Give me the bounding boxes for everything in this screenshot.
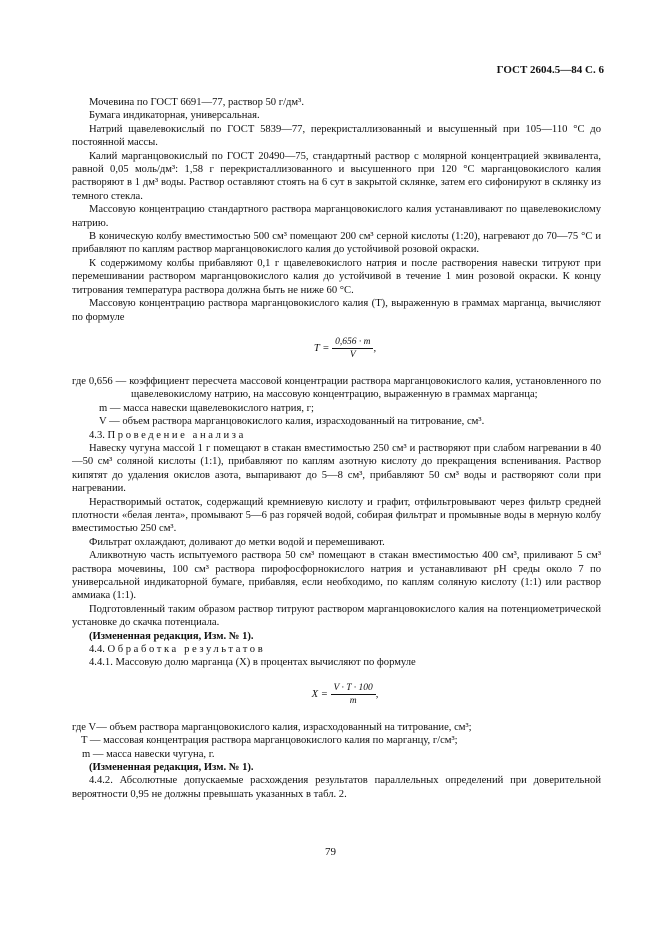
- text-urea: Мочевина по ГОСТ 6691—77, раствор 50 г/дм³.: [89, 97, 304, 108]
- paragraph: [72, 603, 601, 630]
- formula-lhs: T =: [313, 342, 330, 354]
- where-clause: [81, 734, 601, 747]
- text-mass-concentration: Массовую концентрацию стандартного раствора марганцовокислого калия устанавливают по щавелевокислому натрию.: [72, 204, 601, 229]
- formula-fraction: [332, 336, 373, 361]
- text-sodium-oxalate: Натрий щавелевокислый по ГОСТ 5839—77, перекристаллизованный и высушенный при 105—110 °С до постоянной массы.: [72, 123, 601, 149]
- paragraph: [72, 123, 601, 150]
- section-heading: [89, 429, 601, 442]
- formula-tail: ,: [375, 688, 379, 700]
- document-body: [72, 96, 601, 801]
- formula-numerator: V · T · 100: [331, 682, 376, 695]
- text-mass-fraction: 4.4.1. Массовую долю марганца (X) в процентах вычисляют по формуле: [89, 657, 416, 669]
- where-mass: m — масса навески щавелевокислого натрия, г;: [99, 402, 314, 414]
- paragraph: [89, 109, 601, 122]
- where-concentration: T — массовая концентрация раствора марганцовокислого калия по марганцу, г/см³;: [81, 735, 458, 747]
- where-clause: [72, 721, 601, 734]
- section-number: 4.4.: [89, 644, 105, 656]
- paragraph: [72, 774, 601, 801]
- where-volume: V — объем раствора марганцовокислого калия, израсходованный на титрование, см³.: [99, 416, 485, 428]
- text-aliquot: Аликвотную часть испытуемого раствора 50 см³ помещают в стакан вместимостью 400 см³, приливают 5 см³ раствора мочевины, 100 см³ раствора пирофосфорнокислого натрия и устанавливают рН среды около 7 по универсальной индикаторной бумаге, прибавляя, если необходимо, по каплям соляную кислоту (1:1) или раствор аммиака (1:1).: [72, 550, 601, 602]
- paragraph: [72, 297, 601, 324]
- paragraph: [72, 203, 601, 230]
- where-sample-mass: m — масса навески чугуна, г.: [82, 748, 215, 760]
- formula-denominator: m: [349, 695, 357, 706]
- where-volume: где V— объем раствора марганцовокислого калия, израсходованный на титрование, см³;: [72, 721, 472, 733]
- formula-fraction: [331, 682, 376, 707]
- text-sample-dissolution: Навеску чугуна массой 1 г помещают в стакан вместимостью 250 см³ и растворяют при слабом нагревании в 40—50 см³ соляной кислоты (1:1), прибавляют по каплям азотную кислоту до прекращения вспенивания. Раствор кипятят до удаления окислов азота, выпаривают до 5—8 см³, прибавляют 50 см³ воды и растворяют соли при нагревании.: [72, 442, 601, 495]
- section-title: Проведение анализа: [107, 429, 246, 441]
- where-coefficient: где 0,656 — коэффициент пересчета массовой концентрации раствора марганцовокислого калия, установленного по щавелевокислому натрию, на массовую концентрацию, выраженную в граммах марганца;: [72, 375, 601, 401]
- section-title: Обработка результатов: [107, 644, 266, 656]
- where-clause: [82, 748, 601, 761]
- formula-t: [89, 336, 601, 361]
- formula-tail: ,: [373, 342, 377, 354]
- text-tolerance: 4.4.2. Абсолютные допускаемые расхождения результатов параллельных определений при доверительной вероятности 0,95 не должны превышать указанных в табл. 2.: [72, 775, 601, 800]
- text-indicator-paper: Бумага индикаторная, универсальная.: [89, 110, 260, 122]
- text-formula-intro: Массовую концентрацию раствора марганцовокислого калия (Т), выраженную в граммах марганца, вычисляют по формуле: [72, 298, 601, 323]
- page-number: 79: [325, 846, 336, 858]
- where-clause: [89, 415, 601, 428]
- text-titration: Подготовленный таким образом раствор титруют раствором марганцовокислого калия на потенциометрической установке до скачка потенциала.: [72, 603, 601, 629]
- paragraph: [72, 549, 601, 603]
- paragraph: [72, 496, 601, 536]
- text-flask-contents: К содержимому колбы прибавляют 0,1 г щавелевокислого натрия и после растворения навески титруют при перемешивании раствором марганцовокислого калия до устойчивой в течение 1 мин розовой окраски. К концу титрования температура раствора должна быть не ниже 60 °С.: [72, 257, 601, 296]
- text-filtration: Нерастворимый остаток, содержащий кремниевую кислоту и графит, отфильтровывают через фильтр средней плотности «белая лента», промывают 5—6 раз горячей водой, собирая фильтрат и промывные воды в мерную колбу вместимостью 250 см³.: [72, 496, 601, 535]
- formula-numerator: 0,656 · m: [332, 336, 373, 349]
- section-number: 4.3.: [89, 429, 105, 441]
- edit-note: (Измененная редакция, Изм. № 1).: [89, 762, 254, 774]
- text-permanganate: Калий марганцовокислый по ГОСТ 20490—75, стандартный раствор с молярной концентрацией эквивалента, равной 0,05 моль/дм³: 1,58 г перекристаллизованного и высушенного при 120 °С марганцовокислого калия растворяют в 1 дм³ воды. Раствор оставляют стоять на 6 сут в закрытой склянке, затем его сифонируют в склянку из темного стекла.: [72, 150, 601, 202]
- section-heading: [89, 643, 601, 656]
- paragraph: [72, 230, 601, 257]
- edit-note: (Измененная редакция, Изм. № 1).: [89, 630, 254, 642]
- paragraph: [89, 656, 601, 669]
- paragraph: [72, 442, 601, 496]
- page-header: ГОСТ 2604.5—84 С. 6: [496, 64, 604, 76]
- formula-x: [89, 682, 601, 707]
- where-clause: [72, 375, 601, 402]
- paragraph: [72, 150, 601, 204]
- formula-denominator: V: [349, 349, 356, 360]
- paragraph: [89, 96, 601, 109]
- text-conical-flask: В коническую колбу вместимостью 500 см³ помещают 200 см³ серной кислоты (1:20), нагревают до 70—75 °С и прибавляют по каплям раствор марганцовокислого калия до устойчивой розовой окраски.: [72, 231, 601, 256]
- where-clause: [89, 402, 601, 415]
- paragraph: [72, 257, 601, 297]
- text-filtrate: Фильтрат охлаждают, доливают до метки водой и перемешивают.: [89, 536, 385, 548]
- paragraph: [89, 536, 601, 549]
- formula-lhs: X =: [311, 688, 328, 700]
